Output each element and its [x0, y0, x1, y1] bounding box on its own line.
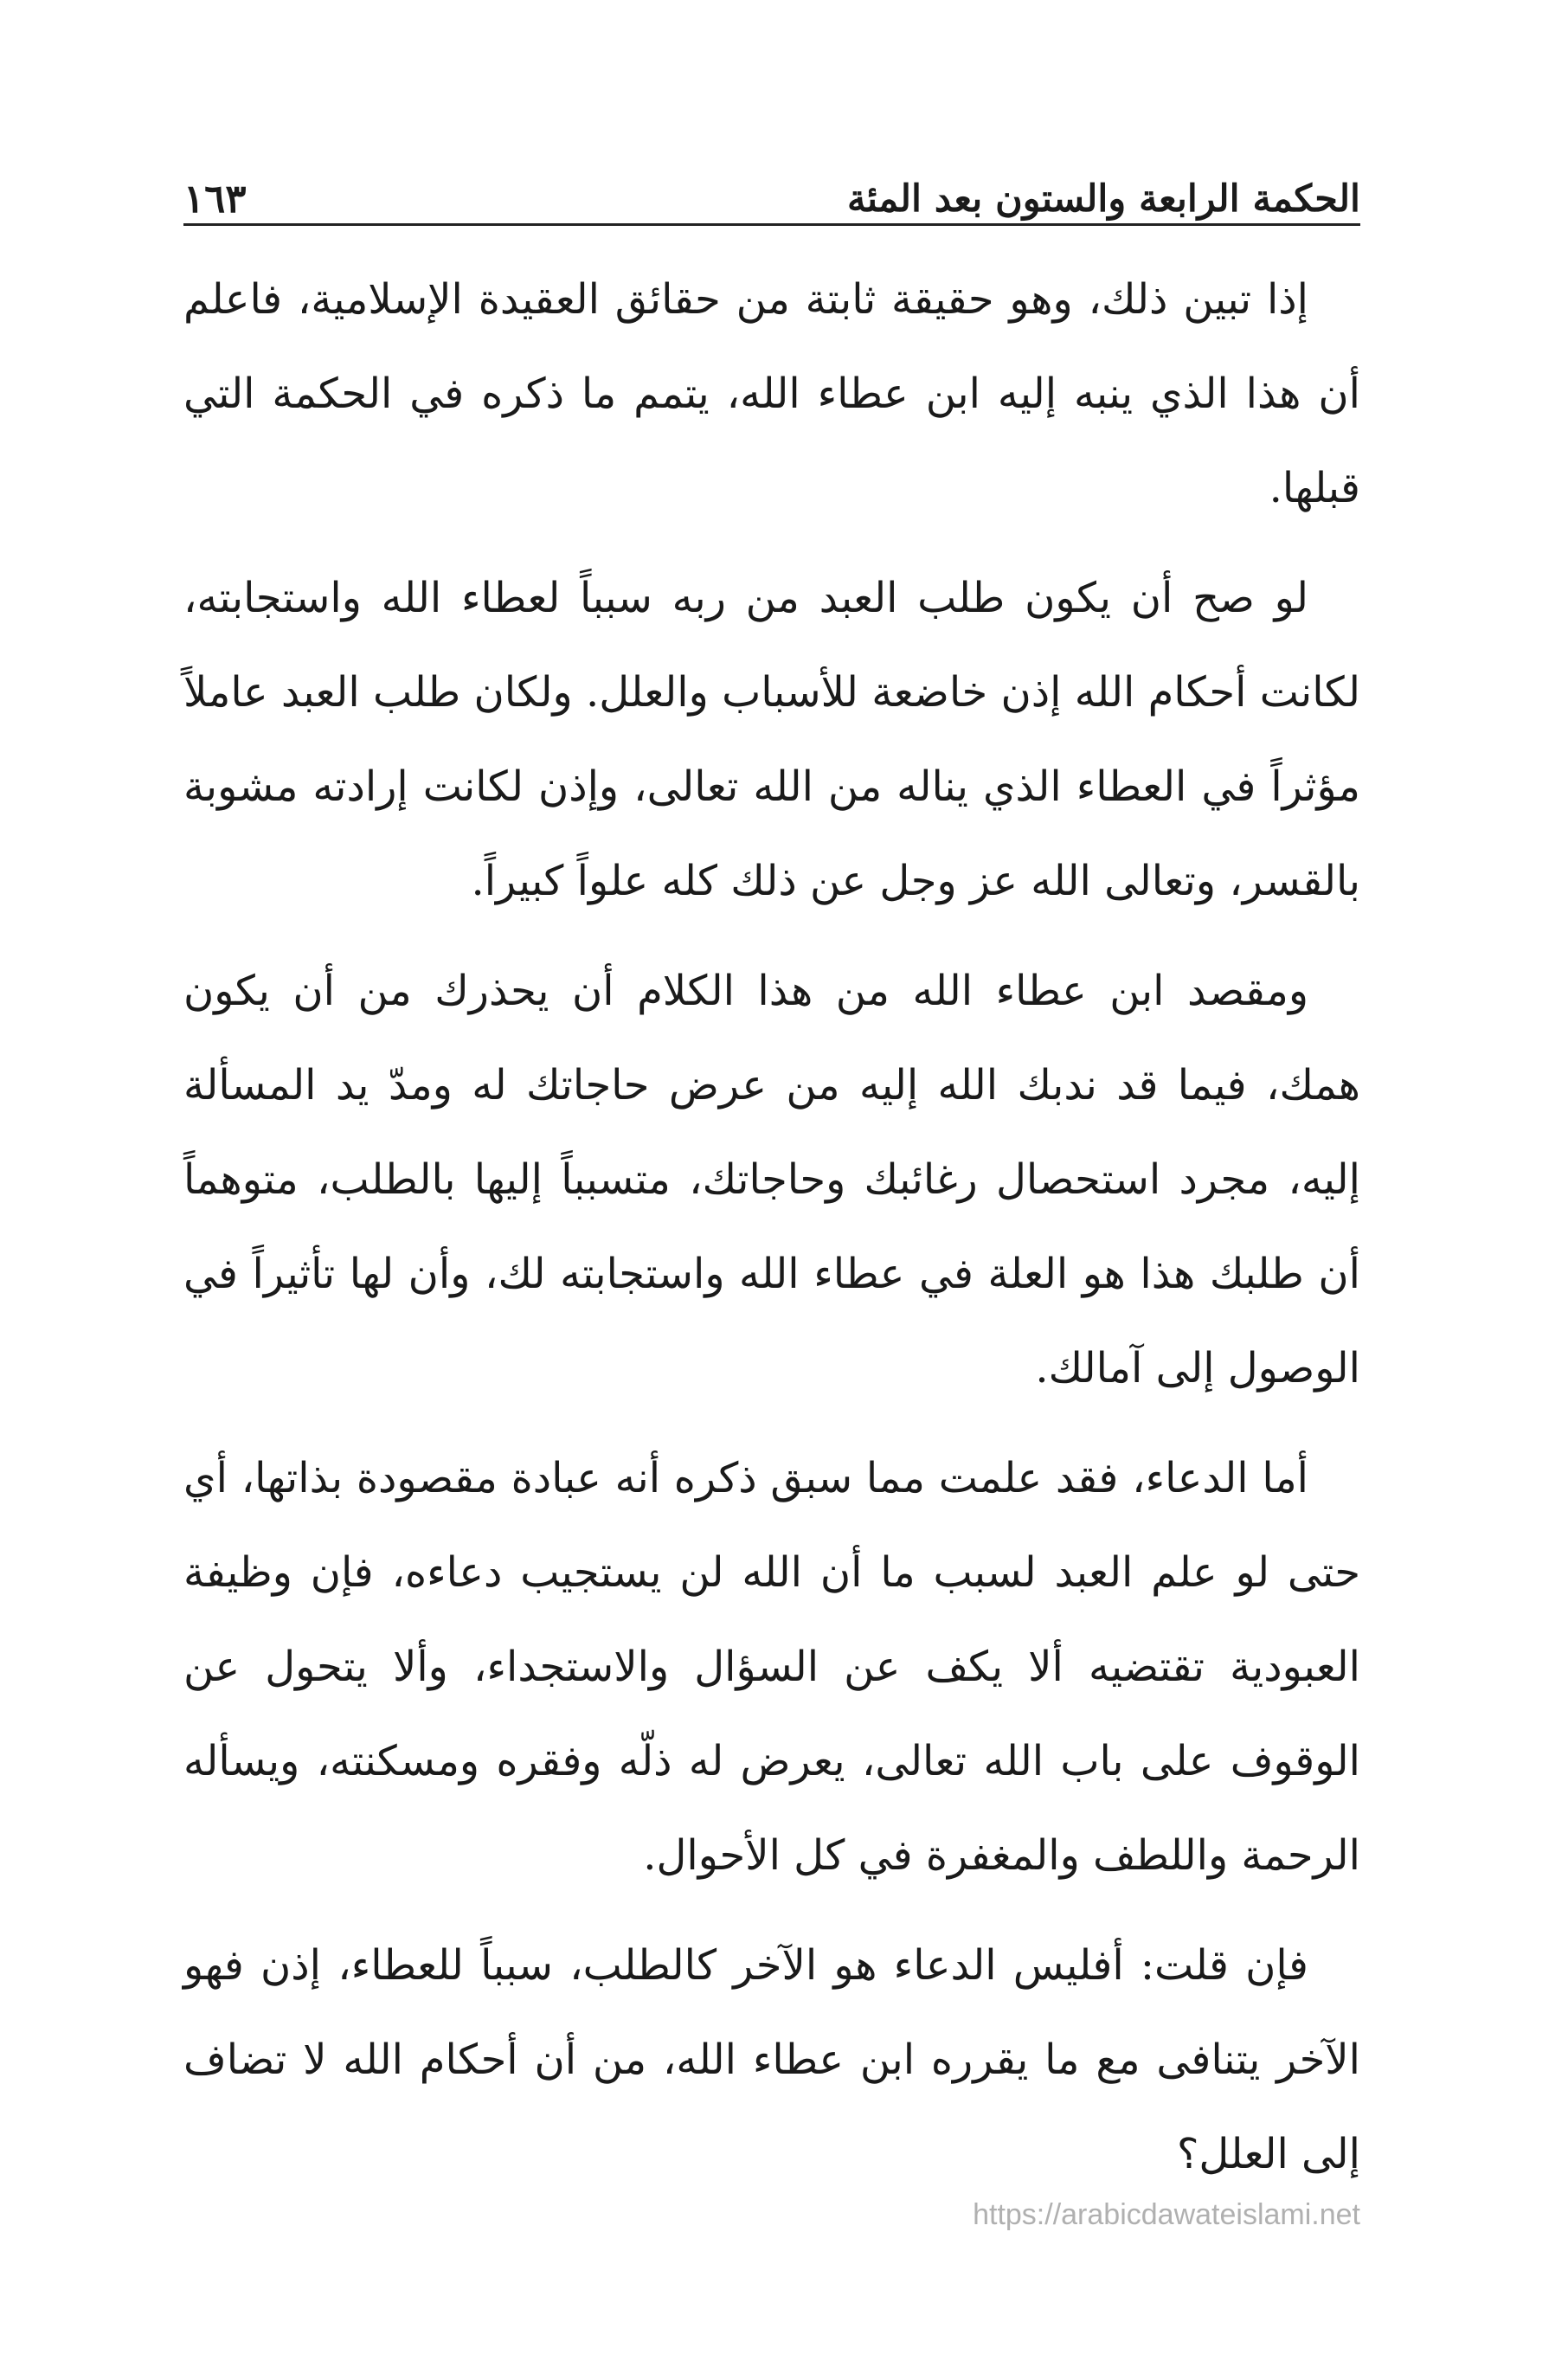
- paragraph-3: ومقصد ابن عطاء الله من هذا الكلام أن يحذرك من أن يكون همك، فيما قد ندبك الله إليه من عرض حاجاتك له ومدّ يد المسألة إليه، مجرد استحصال رغائبك وحاجاتك، متسبباً إليها بالطلب، متوهماً أن طلبك هذا هو العلة في عطاء الله واستجابته لك، وأن لها تأثيراً في الوصول إلى آمالك.: [183, 967, 1360, 1393]
- watermark-url: https://arabicdawateislami.net: [973, 2198, 1360, 2231]
- body-text: [183, 253, 1360, 2217]
- page-number: ١٦٣: [183, 176, 247, 222]
- paragraph-2: لو صح أن يكون طلب العبد من ربه سبباً لعطاء الله واستجابته، لكانت أحكام الله إذن خاضعة للأسباب والعلل. ولكان طلب العبد عاملاً مؤثراً في العطاء الذي يناله من الله تعالى، وإذن لكانت إرادته مشوبة بالقسر، وتعالى الله عز وجل عن ذلك كله علواً كبيراً.: [183, 574, 1360, 905]
- running-title: الحكمة الرابعة والستون بعد المئة: [847, 177, 1360, 221]
- paragraph-4: أما الدعاء، فقد علمت مما سبق ذكره أنه عبادة مقصودة بذاتها، أي حتى لو علم العبد لسبب ما أن الله لن يستجيب دعاءه، فإن وظيفة العبودية تقتضيه ألا يكف عن السؤال والاستجداء، وألا يتحول عن الوقوف على باب الله تعالى، يعرض له ذلّه وفقره ومسكنته، ويسأله الرحمة واللطف والمغفرة في كل الأحوال.: [183, 1454, 1360, 1880]
- paragraph-1: إذا تبين ذلك، وهو حقيقة ثابتة من حقائق العقيدة الإسلامية، فاعلم أن هذا الذي ينبه إليه ابن عطاء الله، يتمم ما ذكره في الحكمة التي قبلها.: [183, 275, 1360, 512]
- paragraph-5: فإن قلت: أفليس الدعاء هو الآخر كالطلب، سبباً للعطاء، إذن فهو الآخر يتنافى مع ما يقرره ابن عطاء الله، من أن أحكام الله لا تضاف إلى العلل؟: [183, 1941, 1360, 2178]
- page-header: [183, 158, 1360, 222]
- header-divider: [183, 223, 1360, 226]
